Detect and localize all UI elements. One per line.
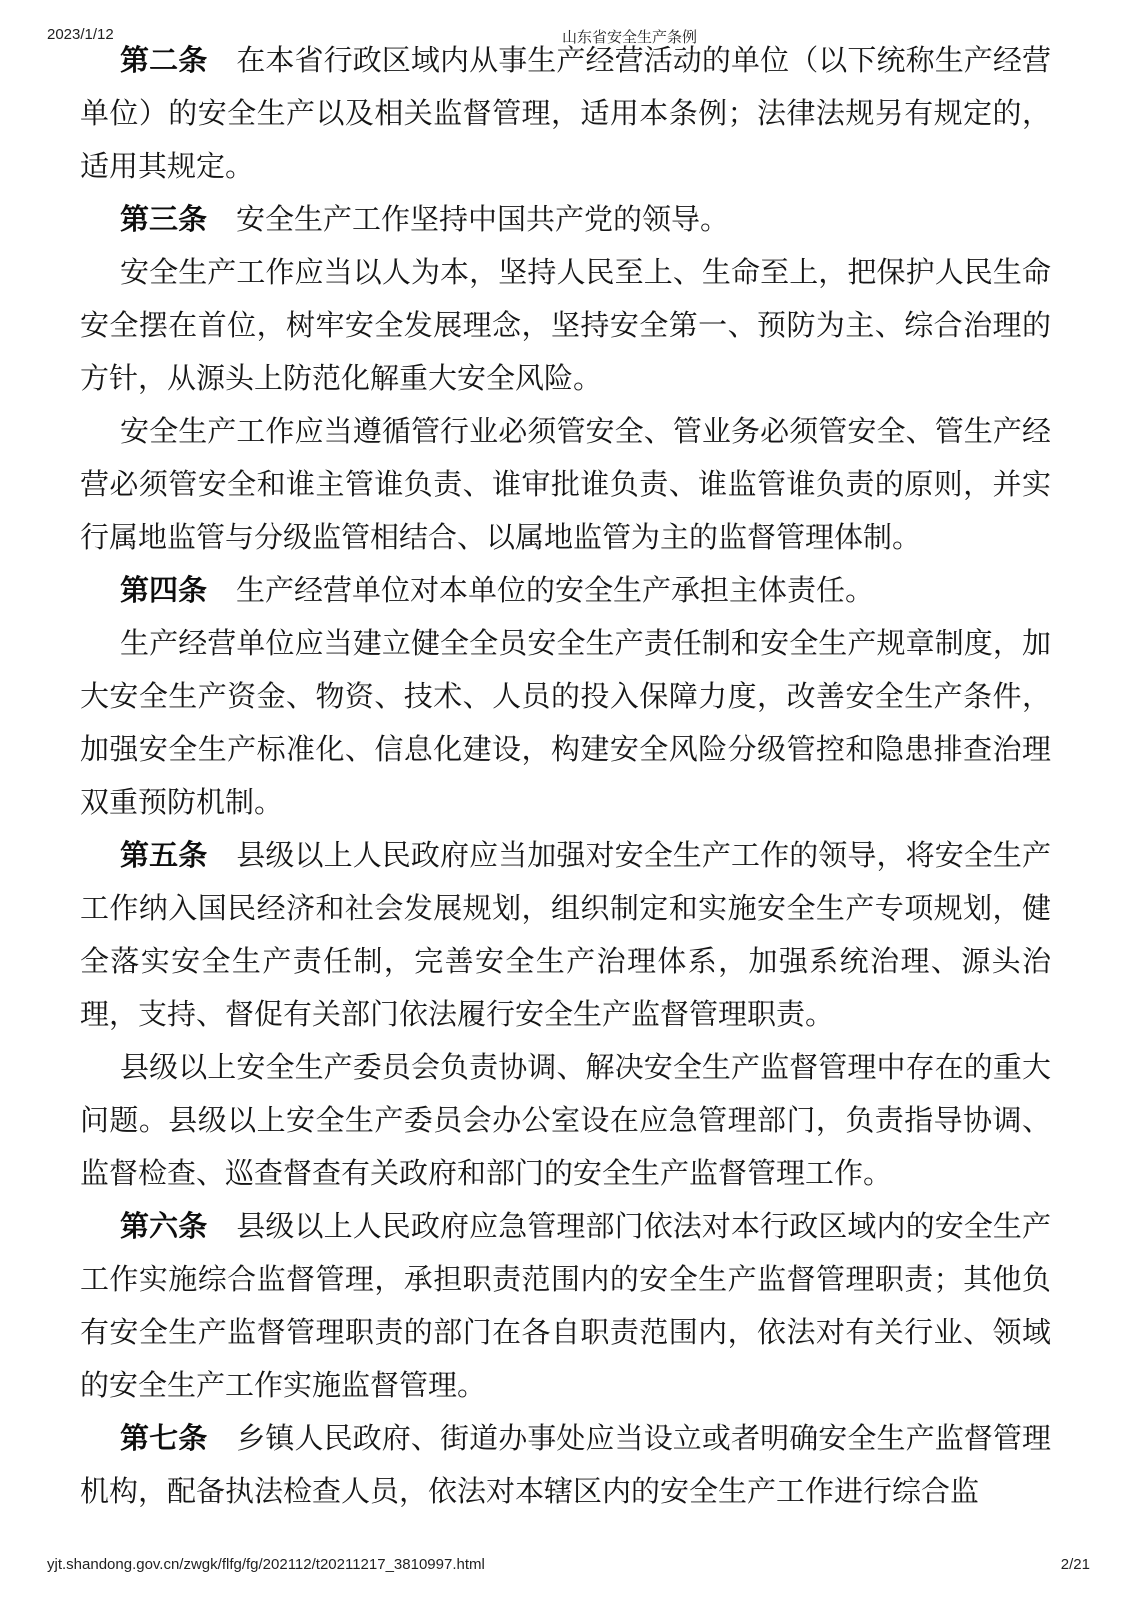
article-number: 第二条: [120, 45, 208, 77]
paragraph: [80, 406, 1051, 565]
paragraph: [80, 830, 1051, 1042]
footer-page-indicator: 2/21: [1060, 1556, 1090, 1573]
document-body: [80, 35, 1051, 1519]
paragraph: [80, 247, 1051, 406]
paragraph: [80, 1042, 1051, 1201]
article-number: 第五条: [120, 840, 208, 872]
paragraph: [80, 35, 1051, 194]
paragraph-text: 县级以上人民政府应当加强对安全生产工作的领导，将安全生产工作纳入国民经济和社会发展规划，组织制定和实施安全生产专项规划，健全落实安全生产责任制，完善安全生产治理体系，加强系统治理、源头治理，支持、督促有关部门依法履行安全生产监督管理职责。: [80, 840, 1051, 1031]
header-date: 2023/1/12: [47, 26, 114, 43]
paragraph-text: 安全生产工作坚持中国共产党的领导。: [236, 204, 730, 236]
paragraph-text: 乡镇人民政府、街道办事处应当设立或者明确安全生产监督管理机构，配备执法检查人员，依法对本辖区内的安全生产工作进行综合监: [80, 1423, 1051, 1508]
article-number: 第四条: [120, 575, 208, 607]
paragraph-text: 生产经营单位应当建立健全全员安全生产责任制和安全生产规章制度，加大安全生产资金、物资、技术、人员的投入保障力度，改善安全生产条件，加强安全生产标准化、信息化建设，构建安全风险分级管控和隐患排查治理双重预防机制。: [80, 628, 1051, 819]
article-number: 第七条: [120, 1423, 208, 1455]
print-footer: [0, 1556, 1131, 1576]
paragraph: [80, 1413, 1051, 1519]
paragraph-text: 在本省行政区域内从事生产经营活动的单位（以下统称生产经营单位）的安全生产以及相关监督管理，适用本条例；法律法规另有规定的，适用其规定。: [80, 45, 1051, 183]
paragraph: [80, 1201, 1051, 1413]
article-number: 第三条: [120, 204, 208, 236]
paragraph-text: 安全生产工作应当遵循管行业必须管安全、管业务必须管安全、管生产经营必须管安全和谁主管谁负责、谁审批谁负责、谁监管谁负责的原则，并实行属地监管与分级监管相结合、以属地监管为主的监督管理体制。: [80, 416, 1051, 554]
paragraph: [80, 565, 1051, 618]
footer-source-url: yjt.shandong.gov.cn/zwgk/flfg/fg/202112/t20211217_3810997.html: [47, 1556, 485, 1573]
article-number: 第六条: [120, 1211, 208, 1243]
paragraph: [80, 618, 1051, 830]
paragraph: [80, 194, 1051, 247]
header-document-title: 山东省安全生产条例: [562, 29, 698, 46]
paragraph-text: 县级以上人民政府应急管理部门依法对本行政区域内的安全生产工作实施综合监督管理，承担职责范围内的安全生产监督管理职责；其他负有安全生产监督管理职责的部门在各自职责范围内，依法对有关行业、领域的安全生产工作实施监督管理。: [80, 1211, 1051, 1402]
paragraph-text: 县级以上安全生产委员会负责协调、解决安全生产监督管理中存在的重大问题。县级以上安全生产委员会办公室设在应急管理部门，负责指导协调、监督检查、巡查督查有关政府和部门的安全生产监督管理工作。: [80, 1052, 1051, 1190]
paragraph-text: 生产经营单位对本单位的安全生产承担主体责任。: [236, 575, 875, 607]
paragraph-text: 安全生产工作应当以人为本，坚持人民至上、生命至上，把保护人民生命安全摆在首位，树牢安全发展理念，坚持安全第一、预防为主、综合治理的方针，从源头上防范化解重大安全风险。: [80, 257, 1051, 395]
